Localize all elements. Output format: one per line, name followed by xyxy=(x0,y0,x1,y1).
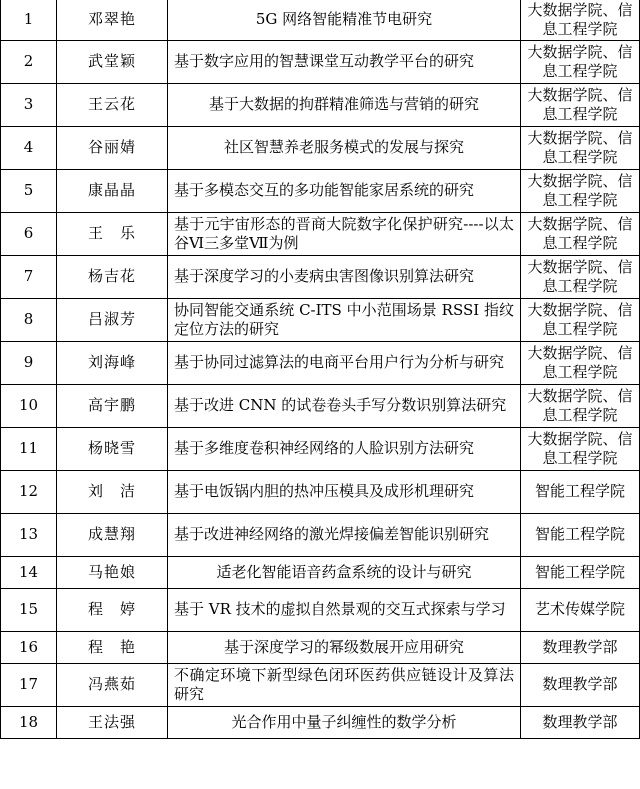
project-title: 适老化智能语音药盒系统的设计与研究 xyxy=(168,556,521,588)
row-number: 5 xyxy=(1,169,57,212)
row-number: 9 xyxy=(1,341,57,384)
college-name: 大数据学院、信息工程学院 xyxy=(521,169,640,212)
table-row xyxy=(1,212,640,255)
project-title: 光合作用中量子纠缠性的数学分析 xyxy=(168,706,521,738)
table-row xyxy=(1,631,640,663)
row-number: 13 xyxy=(1,513,57,556)
row-number: 7 xyxy=(1,255,57,298)
college-name: 大数据学院、信息工程学院 xyxy=(521,341,640,384)
project-title: 基于数字应用的智慧课堂互动教学平台的研究 xyxy=(168,40,521,83)
leader-name: 高宇鹏 xyxy=(57,384,168,427)
college-name: 智能工程学院 xyxy=(521,513,640,556)
leader-name: 成慧翔 xyxy=(57,513,168,556)
row-number: 3 xyxy=(1,83,57,126)
leader-name: 邓翠艳 xyxy=(57,0,168,40)
project-title: 基于多模态交互的多功能智能家居系统的研究 xyxy=(168,169,521,212)
table-row xyxy=(1,470,640,513)
leader-name: 杨吉花 xyxy=(57,255,168,298)
leader-name: 王云花 xyxy=(57,83,168,126)
table-row xyxy=(1,126,640,169)
leader-name: 刘海峰 xyxy=(57,341,168,384)
project-title: 协同智能交通系统 C-ITS 中小范围场景 RSSI 指纹定位方法的研究 xyxy=(168,298,521,341)
project-title: 社区智慧养老服务模式的发展与探究 xyxy=(168,126,521,169)
project-title: 基于改进 CNN 的试卷卷头手写分数识别算法研究 xyxy=(168,384,521,427)
table-row xyxy=(1,513,640,556)
college-name: 大数据学院、信息工程学院 xyxy=(521,384,640,427)
table-row xyxy=(1,169,640,212)
table-row xyxy=(1,83,640,126)
project-title: 不确定环境下新型绿色闭环医药供应链设计及算法研究 xyxy=(168,663,521,706)
table-row xyxy=(1,341,640,384)
project-title: 基于电饭锅内胆的热冲压模具及成形机理研究 xyxy=(168,470,521,513)
leader-name: 吕淑芳 xyxy=(57,298,168,341)
table-row xyxy=(1,384,640,427)
row-number: 1 xyxy=(1,0,57,40)
project-title: 基于元宇宙形态的晋商大院数字化保护研究----以太谷Ⅵ三多堂Ⅶ为例 xyxy=(168,212,521,255)
leader-name: 武堂颖 xyxy=(57,40,168,83)
row-number: 6 xyxy=(1,212,57,255)
leader-name: 康晶晶 xyxy=(57,169,168,212)
row-number: 11 xyxy=(1,427,57,470)
leader-name: 刘 洁 xyxy=(57,470,168,513)
table-row xyxy=(1,255,640,298)
college-name: 大数据学院、信息工程学院 xyxy=(521,83,640,126)
project-title: 基于协同过滤算法的电商平台用户行为分析与研究 xyxy=(168,341,521,384)
leader-name: 谷丽婧 xyxy=(57,126,168,169)
row-number: 15 xyxy=(1,588,57,631)
leader-name: 冯燕茹 xyxy=(57,663,168,706)
college-name: 大数据学院、信息工程学院 xyxy=(521,255,640,298)
row-number: 16 xyxy=(1,631,57,663)
project-title: 基于 VR 技术的虚拟自然景观的交互式探索与学习 xyxy=(168,588,521,631)
college-name: 智能工程学院 xyxy=(521,470,640,513)
college-name: 大数据学院、信息工程学院 xyxy=(521,212,640,255)
project-title: 基于改进神经网络的激光焊接偏差智能识别研究 xyxy=(168,513,521,556)
leader-name: 程 婷 xyxy=(57,588,168,631)
college-name: 艺术传媒学院 xyxy=(521,588,640,631)
leader-name: 杨晓雪 xyxy=(57,427,168,470)
table-row xyxy=(1,556,640,588)
project-title: 5G 网络智能精准节电研究 xyxy=(168,0,521,40)
row-number: 18 xyxy=(1,706,57,738)
row-number: 17 xyxy=(1,663,57,706)
table-row xyxy=(1,298,640,341)
table-row xyxy=(1,588,640,631)
table-row xyxy=(1,40,640,83)
college-name: 数理教学部 xyxy=(521,631,640,663)
row-number: 4 xyxy=(1,126,57,169)
project-title: 基于多维度卷积神经网络的人脸识别方法研究 xyxy=(168,427,521,470)
college-name: 大数据学院、信息工程学院 xyxy=(521,298,640,341)
leader-name: 王法强 xyxy=(57,706,168,738)
leader-name: 程 艳 xyxy=(57,631,168,663)
college-name: 数理教学部 xyxy=(521,663,640,706)
college-name: 大数据学院、信息工程学院 xyxy=(521,40,640,83)
row-number: 2 xyxy=(1,40,57,83)
table-row xyxy=(1,0,640,40)
row-number: 12 xyxy=(1,470,57,513)
row-number: 8 xyxy=(1,298,57,341)
table-row xyxy=(1,427,640,470)
college-name: 大数据学院、信息工程学院 xyxy=(521,427,640,470)
row-number: 10 xyxy=(1,384,57,427)
leader-name: 马艳娘 xyxy=(57,556,168,588)
leader-name: 王 乐 xyxy=(57,212,168,255)
college-name: 智能工程学院 xyxy=(521,556,640,588)
project-title: 基于深度学习的小麦病虫害图像识别算法研究 xyxy=(168,255,521,298)
college-name: 大数据学院、信息工程学院 xyxy=(521,0,640,40)
project-title: 基于大数据的拘群精准筛选与营销的研究 xyxy=(168,83,521,126)
college-name: 数理教学部 xyxy=(521,706,640,738)
table-row xyxy=(1,706,640,738)
table-row xyxy=(1,663,640,706)
project-title: 基于深度学习的幂级数展开应用研究 xyxy=(168,631,521,663)
college-name: 大数据学院、信息工程学院 xyxy=(521,126,640,169)
row-number: 14 xyxy=(1,556,57,588)
